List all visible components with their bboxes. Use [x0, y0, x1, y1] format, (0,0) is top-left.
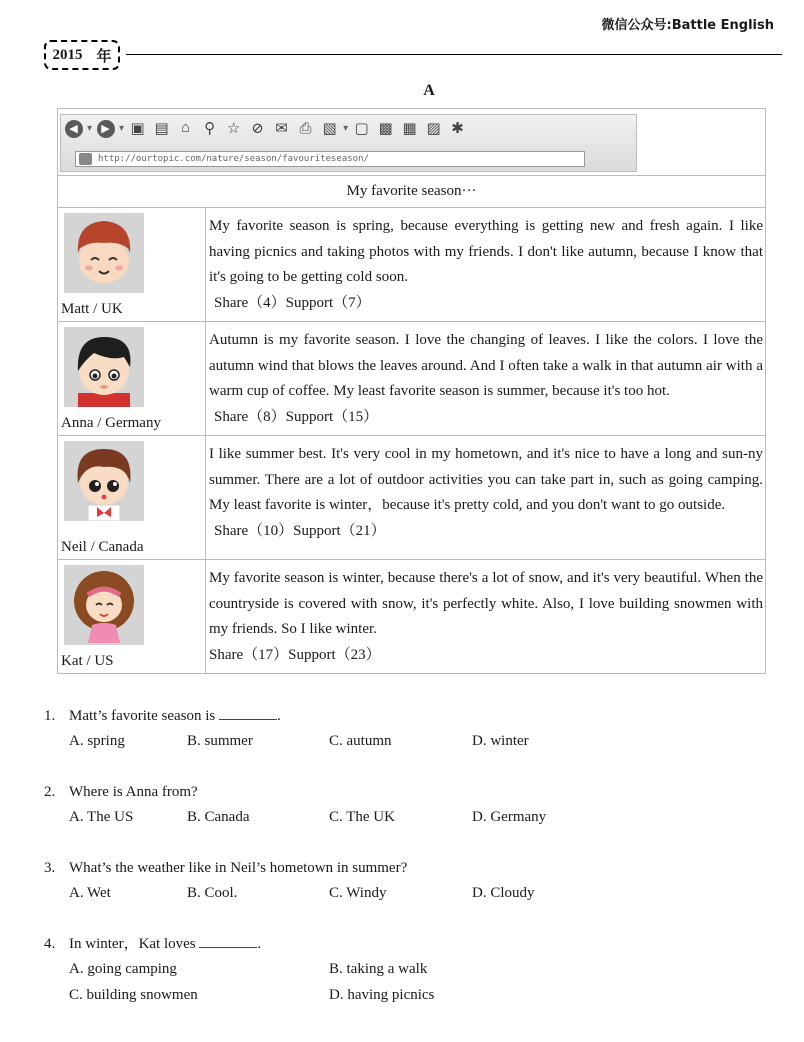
option-b[interactable]: B. Cool. — [187, 885, 238, 901]
favorites-star-icon[interactable]: ☆ — [226, 121, 241, 137]
option-a[interactable]: A. going camping — [69, 961, 177, 977]
back-dropdown-icon[interactable]: ▾ — [87, 123, 93, 134]
home-icon[interactable]: ⌂ — [181, 120, 191, 136]
post-user-name: Kat / US — [61, 653, 114, 669]
season-posts-table — [57, 108, 766, 674]
post-user-name: Neil / Canada — [61, 539, 144, 555]
browser-toolbar — [60, 114, 637, 172]
year-suffix: 年 — [96, 48, 112, 65]
post-text: I like summer best. It's very cool in my hometown, and it's nice to have a long and sun-ny summer. There are a lot of outdoor activities you can take part in, such as going camping. My least favorite is winter，because it's pretty cold, and you don't want to go outside. — [209, 446, 763, 513]
option-row — [44, 956, 764, 982]
option-row — [44, 804, 764, 830]
question — [44, 704, 764, 728]
option-a[interactable]: A. spring — [69, 733, 125, 749]
post-stats: Share（17）Support（23） — [209, 646, 381, 663]
answer-blank[interactable] — [199, 935, 257, 948]
option-b[interactable]: B. taking a walk — [329, 961, 428, 977]
option-b[interactable]: B. summer — [187, 733, 253, 749]
option-d[interactable]: D. winter — [472, 733, 529, 749]
wechat-account-label: 微信公众号:Battle English — [601, 18, 774, 33]
post-text-cell — [206, 560, 766, 674]
questions-section — [44, 704, 764, 1008]
avatar — [64, 565, 144, 645]
stop-icon[interactable]: ▣ — [130, 121, 145, 137]
option-c[interactable]: C. autumn — [329, 733, 392, 749]
avatar — [64, 441, 144, 521]
option-row — [44, 728, 764, 754]
address-bar[interactable] — [75, 151, 585, 167]
post-user-cell — [58, 560, 206, 674]
edit-icon[interactable]: ▧ — [322, 121, 337, 137]
browser-toolbar-cell — [58, 109, 766, 176]
option-c[interactable]: C. The UK — [329, 809, 395, 825]
avatar — [64, 327, 144, 407]
page-favicon-icon — [79, 153, 92, 165]
question-number: 1. — [44, 708, 56, 724]
search-icon[interactable]: ⚲ — [204, 121, 216, 137]
option-c[interactable]: C. building snowmen — [69, 987, 198, 1003]
option-row — [44, 880, 764, 906]
option-d[interactable]: D. Cloudy — [472, 885, 535, 901]
post-text: My favorite season is winter, because there's a lot of snow, and it's very beautiful. When the countryside is covered with snow, it's perfectly white. Also, I love building snowmen with my friends. So I like winter. — [209, 570, 763, 637]
table-title: My favorite season··· — [58, 176, 766, 208]
option-row — [44, 982, 764, 1008]
media-icon[interactable]: ▦ — [402, 121, 417, 137]
post-text: My favorite season is spring, because everything is getting new and fresh again. I like having picnics and taking photos with my friends. I don't like autumn, because I know that it's going to be getting cold soon. — [209, 218, 763, 285]
avatar — [64, 213, 144, 293]
messenger-icon[interactable]: ✱ — [451, 121, 464, 137]
address-url: http://ourtopic.com/nature/season/favouriteseason/ — [98, 154, 369, 164]
refresh-icon[interactable]: ▤ — [154, 121, 169, 137]
edit-dropdown-icon[interactable]: ▾ — [343, 123, 349, 134]
question — [44, 932, 764, 956]
option-d[interactable]: D. Germany — [472, 809, 547, 825]
question — [44, 780, 764, 804]
page-icon[interactable]: ▢ — [354, 121, 369, 137]
print-icon[interactable]: ⎙ — [299, 120, 312, 137]
question-stem: What’s the weather like in Neil’s hometown in summer? — [69, 860, 408, 876]
question — [44, 856, 764, 880]
post-text: Autumn is my favorite season. I love the changing of leaves. I like the colors. I love the autumn wind that blows the leaves around. And I often take a walk in that autumn air with a warm cup of coffee. My least favorite season is summer, because it's too hot. — [209, 332, 763, 399]
post-stats: Share（10）Support（21） — [214, 522, 386, 539]
answer-blank[interactable] — [219, 707, 277, 720]
question-number: 3. — [44, 860, 56, 876]
tools-icon[interactable]: ▨ — [426, 121, 441, 137]
back-icon[interactable]: ◀ — [63, 118, 84, 139]
question-number: 4. — [44, 936, 56, 952]
post-text-cell — [206, 322, 766, 436]
option-d[interactable]: D. having picnics — [329, 987, 435, 1003]
post-user-cell — [58, 436, 206, 560]
question-number: 2. — [44, 784, 56, 800]
year-value: 2015 — [52, 46, 83, 63]
forward-icon[interactable]: ▶ — [95, 118, 116, 139]
question-stem: In winter，Kat loves . — [69, 936, 262, 952]
post-user-name: Anna / Germany — [61, 415, 161, 431]
post-stats: Share（8）Support（15） — [214, 408, 379, 425]
option-c[interactable]: C. Windy — [329, 885, 387, 901]
question-stem: Matt’s favorite season is . — [69, 708, 281, 724]
history-icon[interactable]: ⊘ — [251, 121, 264, 137]
post-user-cell — [58, 208, 206, 322]
post-user-name: Matt / UK — [61, 301, 123, 317]
option-a[interactable]: A. Wet — [69, 885, 111, 901]
option-b[interactable]: B. Canada — [187, 809, 250, 825]
discuss-icon[interactable]: ▩ — [378, 121, 393, 137]
post-user-cell — [58, 322, 206, 436]
year-badge — [44, 40, 120, 70]
forward-dropdown-icon[interactable]: ▾ — [119, 123, 125, 134]
post-text-cell — [206, 436, 766, 560]
header-divider — [126, 54, 782, 55]
post-text-cell — [206, 208, 766, 322]
mail-icon[interactable]: ✉ — [275, 121, 288, 137]
section-letter: A — [423, 82, 435, 99]
question-stem: Where is Anna from? — [69, 784, 198, 800]
post-stats: Share（4）Support（7） — [214, 294, 371, 311]
option-a[interactable]: A. The US — [69, 809, 134, 825]
